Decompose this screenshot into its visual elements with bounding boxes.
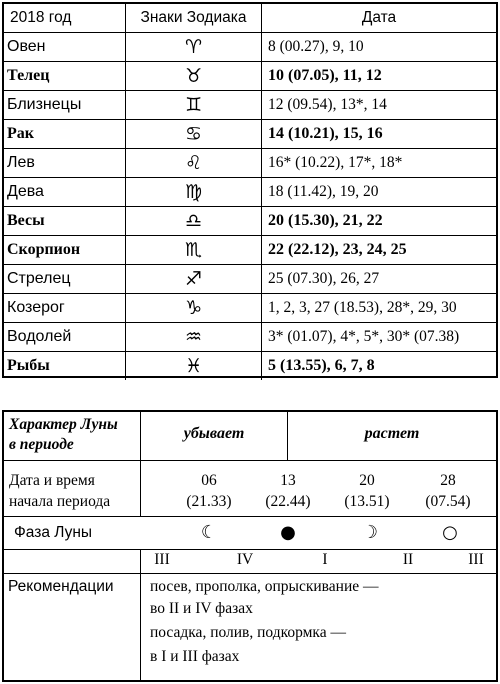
zodiac-sign-name: Близнецы bbox=[7, 96, 82, 113]
zodiac-symbol-icon: ♐︎ bbox=[184, 267, 203, 290]
zodiac-sign-name: Стрелец bbox=[7, 270, 71, 287]
period-time: (07.54) bbox=[425, 493, 471, 510]
zodiac-row bbox=[4, 119, 496, 148]
phase-quarter: IV bbox=[236, 551, 254, 568]
phase-quarter: I bbox=[322, 551, 328, 568]
zodiac-dates: 20 (15.30), 21, 22 bbox=[268, 212, 383, 229]
moon-phase-label: Фаза Луны bbox=[14, 524, 93, 541]
period-day: 06 bbox=[201, 472, 217, 489]
zodiac-sign-name: Рак bbox=[7, 125, 34, 142]
zodiac-symbol-icon: ♋︎ bbox=[184, 122, 203, 145]
moon-divider-1 bbox=[4, 460, 496, 461]
header-date: Дата bbox=[361, 9, 397, 26]
zodiac-sign-name: Дева bbox=[7, 183, 44, 200]
zodiac-symbol-icon: ♏︎ bbox=[184, 238, 203, 261]
moon-rec-line-3: посадка, полив, подкормка — bbox=[150, 624, 346, 641]
zodiac-row bbox=[4, 148, 496, 177]
moon-vline-b bbox=[140, 549, 141, 680]
period-day: 20 bbox=[359, 472, 375, 489]
period-day: 28 bbox=[440, 472, 456, 489]
zodiac-row bbox=[4, 90, 496, 119]
zodiac-dates: 3* (01.07), 4*, 5*, 30* (07.38) bbox=[268, 328, 460, 345]
period-time: (13.51) bbox=[344, 493, 390, 510]
zodiac-symbol-icon: ♎︎ bbox=[184, 209, 203, 232]
zodiac-sign-name: Овен bbox=[7, 38, 46, 55]
full-moon-icon: ○ bbox=[442, 522, 458, 543]
zodiac-symbol-icon: ♑︎ bbox=[184, 296, 203, 319]
moon-rec-line-4: в I и III фазах bbox=[150, 648, 240, 665]
moon-divider-2 bbox=[4, 516, 496, 517]
moon-rec-line-2: во II и IV фазах bbox=[150, 600, 253, 617]
zodiac-row bbox=[4, 235, 496, 264]
zodiac-symbol-icon: ♌︎ bbox=[184, 151, 203, 174]
zodiac-row bbox=[4, 61, 496, 90]
zodiac-dates: 12 (09.54), 13*, 14 bbox=[268, 96, 387, 113]
zodiac-row bbox=[4, 293, 496, 322]
zodiac-symbol-icon: ♈︎ bbox=[184, 35, 203, 58]
moon-waning: убывает bbox=[183, 425, 245, 442]
moon-character-label-2: в периоде bbox=[9, 436, 74, 453]
zodiac-row bbox=[4, 177, 496, 206]
zodiac-dates: 5 (13.55), 6, 7, 8 bbox=[268, 357, 375, 374]
waning-crescent-icon: ☾ bbox=[200, 522, 218, 543]
period-time: (22.44) bbox=[265, 493, 311, 510]
header-year: 2018 год bbox=[4, 4, 126, 32]
zodiac-dates: 16* (10.22), 17*, 18* bbox=[268, 154, 403, 171]
header-signs: Знаки Зодиака bbox=[126, 4, 262, 32]
moon-rec-line-1: посев, прополка, опрыскивание — bbox=[150, 578, 379, 595]
zodiac-table bbox=[2, 2, 498, 378]
moon-character-label-1: Характер Луны bbox=[9, 416, 118, 433]
moon-start-label-2: начала периода bbox=[9, 493, 111, 510]
waxing-crescent-icon: ☽ bbox=[361, 522, 379, 543]
zodiac-symbol-icon: ♍︎ bbox=[184, 180, 203, 203]
new-moon-icon: ● bbox=[280, 522, 296, 543]
zodiac-symbol-icon: ♊︎ bbox=[184, 93, 203, 116]
moon-start-label-1: Дата и время bbox=[9, 472, 95, 489]
zodiac-sign-name: Рыбы bbox=[7, 357, 50, 374]
zodiac-sign-name: Скорпион bbox=[7, 241, 81, 258]
moon-rec-label: Рекомендации bbox=[8, 578, 114, 595]
zodiac-header-row bbox=[4, 4, 496, 32]
moon-divider-4 bbox=[4, 573, 496, 574]
zodiac-symbol-icon: ♉︎ bbox=[184, 64, 203, 87]
moon-divider-3 bbox=[4, 549, 496, 550]
period-day: 13 bbox=[280, 472, 296, 489]
moon-table bbox=[2, 410, 498, 682]
zodiac-row bbox=[4, 351, 496, 380]
moon-waxing: растет bbox=[364, 425, 420, 442]
zodiac-sign-name: Козерог bbox=[7, 299, 65, 316]
zodiac-dates: 1, 2, 3, 27 (18.53), 28*, 29, 30 bbox=[268, 299, 457, 316]
zodiac-row bbox=[4, 206, 496, 235]
zodiac-symbol-icon: ♓︎ bbox=[184, 354, 203, 377]
zodiac-dates: 22 (22.12), 23, 24, 25 bbox=[268, 241, 407, 258]
zodiac-sign-name: Лев bbox=[7, 154, 35, 171]
zodiac-sign-name: Телец bbox=[7, 67, 50, 84]
zodiac-row bbox=[4, 264, 496, 293]
phase-quarter: II bbox=[402, 551, 414, 568]
zodiac-row bbox=[4, 322, 496, 351]
zodiac-dates: 8 (00.27), 9, 10 bbox=[268, 38, 364, 55]
zodiac-dates: 18 (11.42), 19, 20 bbox=[268, 183, 379, 200]
zodiac-symbol-icon: ♒︎ bbox=[184, 325, 203, 348]
zodiac-dates: 10 (07.05), 11, 12 bbox=[268, 67, 382, 84]
zodiac-sign-name: Водолей bbox=[7, 328, 72, 345]
zodiac-sign-name: Весы bbox=[7, 212, 45, 229]
phase-quarter: III bbox=[468, 551, 484, 568]
phase-quarter: III bbox=[154, 551, 170, 568]
zodiac-dates: 25 (07.30), 26, 27 bbox=[268, 270, 380, 287]
zodiac-dates: 14 (10.21), 15, 16 bbox=[268, 125, 383, 142]
period-time: (21.33) bbox=[186, 493, 232, 510]
zodiac-row bbox=[4, 32, 496, 61]
